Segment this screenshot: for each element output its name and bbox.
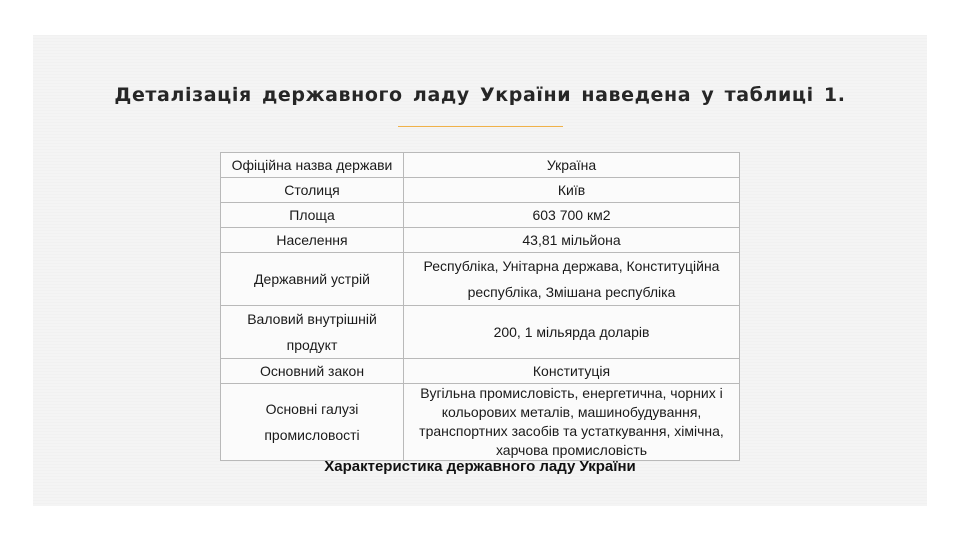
table-key-cell: Населення xyxy=(221,228,404,253)
table-row xyxy=(221,253,740,306)
table-caption: Характеристика державного ладу України xyxy=(324,458,636,475)
table-row xyxy=(221,228,740,253)
slide-title: Деталізація державного ладу України наведена у таблиці 1. xyxy=(114,84,846,106)
table-row xyxy=(221,178,740,203)
table-row xyxy=(221,306,740,359)
title-accent-divider xyxy=(398,126,563,127)
table-value-cell: Конституція xyxy=(404,359,740,384)
table-key-cell: Державний устрій xyxy=(221,253,404,306)
table-value-cell: Україна xyxy=(404,153,740,178)
table-row xyxy=(221,153,740,178)
table-key-cell: Офіційна назва держави xyxy=(221,153,404,178)
table-value-cell: Республіка, Унітарна держава, Конституційна республіка, Змішана республіка xyxy=(404,253,740,306)
table-value-cell: 603 700 км2 xyxy=(404,203,740,228)
table-value-cell: 200, 1 мільярда доларів xyxy=(404,306,740,359)
state-info-table xyxy=(220,152,740,461)
table-row xyxy=(221,359,740,384)
table-value-cell: Вугільна промисловість, енергетична, чорних і кольорових металів, машинобудування, транспортних засобів та устаткування, хімічна, харчова промисловість xyxy=(404,384,740,461)
table-key-cell: Основні галузі промисловості xyxy=(221,384,404,461)
table-value-cell: 43,81 мільйона xyxy=(404,228,740,253)
table-key-cell: Площа xyxy=(221,203,404,228)
table-row xyxy=(221,384,740,461)
table-key-cell: Столиця xyxy=(221,178,404,203)
table-key-cell: Валовий внутрішній продукт xyxy=(221,306,404,359)
table-key-cell: Основний закон xyxy=(221,359,404,384)
table-value-cell: Київ xyxy=(404,178,740,203)
table-row xyxy=(221,203,740,228)
